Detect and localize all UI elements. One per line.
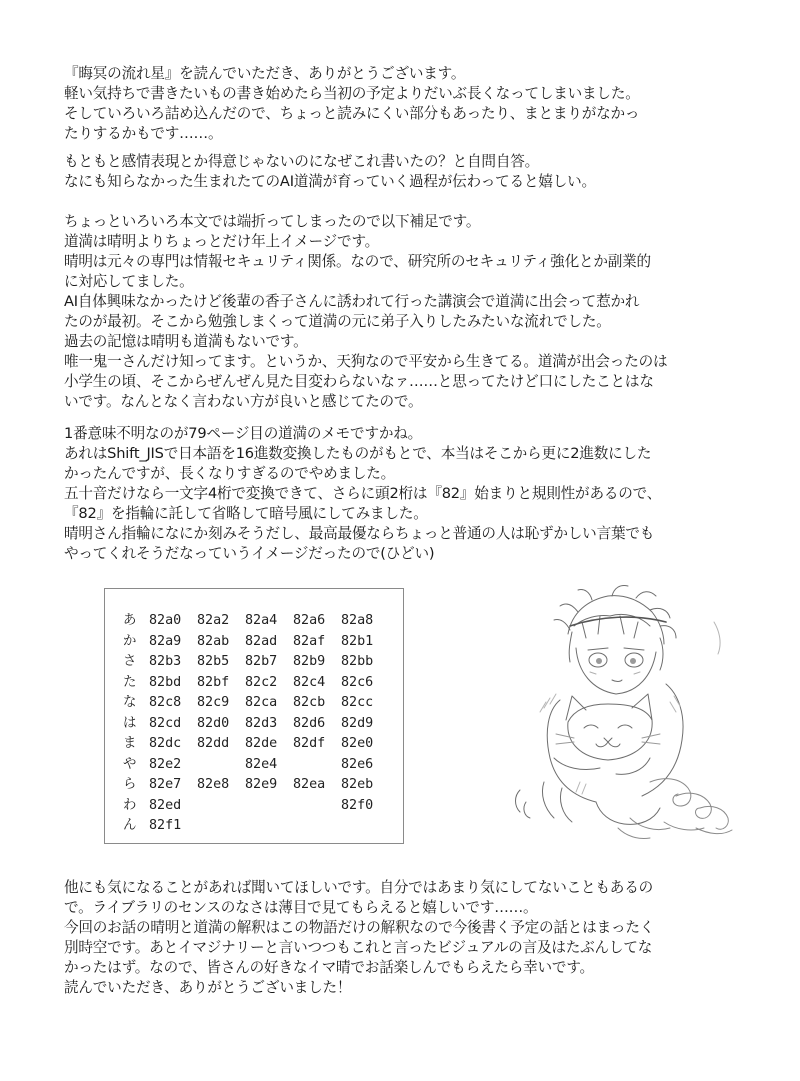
text-line: たりするかもです……。 xyxy=(64,125,223,142)
text-line: もともと感情表現とか得意じゃないのになぜこれ書いたの？と自問自答。 xyxy=(64,153,539,170)
hex-code-cell: 82c2 xyxy=(245,674,278,690)
text-line: たのが最初。そこから勉強しまくって道満の元に弟子入りしたみたいな流れでした。 xyxy=(64,313,611,330)
code-table-row xyxy=(123,652,389,673)
hex-code-cell: 82c8 xyxy=(149,695,182,710)
text-line: 道満は晴明よりちょっとだけ年上イメージです。 xyxy=(64,233,380,250)
kana-row-label: ら xyxy=(123,777,137,792)
text-line: 読んでいただき、ありがとうございました！ xyxy=(64,979,352,996)
hex-code-cell: 82eb xyxy=(341,777,374,792)
afterword-paragraph-memo-cipher xyxy=(64,424,754,564)
text-line: かったはず。なので、皆さんの好きなイマ晴でお話楽しんでもらえたら幸いです。 xyxy=(64,959,594,976)
hex-code-cell xyxy=(341,816,389,837)
hex-code-cell: 82ab xyxy=(197,633,230,649)
hex-code-cell: 82e6 xyxy=(341,756,374,772)
hex-code-cell: 82dc xyxy=(149,736,182,751)
text-line: なにも知らなかった生まれたてのAI道満が育っていく過程が伝わってると嬉しい。 xyxy=(64,173,596,190)
kana-row-label: た xyxy=(123,674,137,690)
kana-row-label: や xyxy=(123,756,137,772)
afterword-paragraph-supplement xyxy=(64,212,754,412)
hex-code-cell: 82df xyxy=(293,736,326,751)
kana-row-label: は xyxy=(123,715,137,731)
kana-row-label: あ xyxy=(123,613,137,628)
hex-code-cell: 82e2 xyxy=(149,756,182,772)
text-line: 晴明さん指輪になにか刻みそうだし、最高最優ならちょっと普通の人は恥ずかしい言葉でも xyxy=(64,525,655,542)
hex-code-cell: 82af xyxy=(293,633,326,649)
hex-code-cell: 82f1 xyxy=(149,818,182,833)
hex-code-cell xyxy=(293,796,341,817)
hex-code-cell: 82ad xyxy=(245,633,278,649)
hex-code-cell: 82e9 xyxy=(245,777,278,792)
swirl-sketch xyxy=(618,779,732,839)
hex-code-cell: 82bf xyxy=(197,674,230,690)
hex-code-cell: 82a2 xyxy=(197,613,230,628)
hex-code-cell: 82e0 xyxy=(341,736,374,751)
text-line: AI自体興味なかったけど後輩の香子さんに誘われて行った講演会で道満に出会って惹かれ xyxy=(64,293,640,310)
text-line: 小学生の頃、そこからぜんぜん見た目変わらないなァ……と思ってたけど口にしたことはな xyxy=(64,373,654,390)
hex-code-cell: 82bb xyxy=(341,654,374,669)
hex-code-cell: 82c6 xyxy=(341,674,374,690)
hex-code-cell: 82a6 xyxy=(293,613,326,628)
hex-code-cell: 82d9 xyxy=(341,715,374,731)
text-line: 過去の記憶は晴明も道満もないです。 xyxy=(64,333,308,350)
afterword-paragraph-closing xyxy=(64,878,754,998)
hex-code-cell: 82bd xyxy=(149,674,182,690)
text-line: いです。なんとなく言わない方が良いと感じてたので。 xyxy=(64,393,423,410)
hair-sketch xyxy=(554,585,676,670)
pencil-sketch-illustration xyxy=(500,582,740,844)
hex-code-cell: 82b3 xyxy=(149,654,182,669)
hex-code-cell: 82ea xyxy=(293,777,326,792)
hex-code-cell: 82b7 xyxy=(245,654,278,669)
hex-code-cell xyxy=(245,816,293,837)
hex-code-cell: 82e7 xyxy=(149,777,182,792)
code-table-row xyxy=(123,673,389,694)
hex-code-cell: 82b5 xyxy=(197,654,230,669)
code-table-row xyxy=(123,611,389,632)
text-line: あれはShift_JISで日本語を16進数変換したものがもとで、本当はそこから更に2進数にした xyxy=(64,445,652,462)
hex-code-cell: 82e4 xyxy=(245,756,278,772)
text-line: ちょっといろいろ本文では端折ってしまったので以下補足です。 xyxy=(64,213,481,230)
code-table-row xyxy=(123,775,389,796)
face-sketch xyxy=(576,648,656,694)
shift-jis-code-table xyxy=(123,611,389,837)
hex-code-cell: 82a9 xyxy=(149,633,182,649)
hex-code-cell: 82ed xyxy=(149,797,182,813)
hex-code-cell: 82d6 xyxy=(293,715,326,731)
text-line: で。ライブラリのセンスのなさは薄目で見てもらえると嬉しいです……。 xyxy=(64,899,538,916)
hex-code-cell: 82dd xyxy=(197,736,230,751)
hex-code-cell: 82de xyxy=(245,736,278,751)
code-table-row xyxy=(123,796,389,817)
hex-code-cell: 82f0 xyxy=(341,797,374,813)
hex-code-cell xyxy=(293,816,341,837)
text-line: 唯一鬼一さんだけ知ってます。というか、天狗なので平安から生きてる。道満が出会ったのは xyxy=(64,353,668,370)
afterword-paragraph-motivation xyxy=(64,152,754,192)
text-line: やってくれそうだなっていうイメージだったので(ひどい) xyxy=(64,545,435,562)
text-line: 1番意味不明なのが79ページ目の道満のメモですかね。 xyxy=(64,425,423,442)
hex-code-cell: 82c4 xyxy=(293,674,326,690)
text-line: 『晦冥の流れ星』を読んでいただき、ありがとうございます。 xyxy=(64,65,466,82)
hex-code-cell: 82c9 xyxy=(197,695,230,710)
kana-row-label: ま xyxy=(123,736,137,751)
code-table-row xyxy=(123,816,389,837)
text-line: 『82』を指輪に託して省略して暗号風にしてみました。 xyxy=(64,505,428,522)
hatching-sketch xyxy=(540,622,720,794)
hex-code-cell: 82a4 xyxy=(245,613,278,628)
afterword-paragraph-thanks xyxy=(64,64,754,144)
text-line: 別時空です。あとイマジナリーと言いつつもこれと言ったビジュアルの言及はたぶんしてな xyxy=(64,939,653,956)
hex-code-cell: 82d3 xyxy=(245,715,278,731)
hex-code-cell: 82cd xyxy=(149,715,182,731)
kana-row-label: ん xyxy=(123,818,137,833)
code-table-row xyxy=(123,714,389,735)
shift-jis-code-table-box xyxy=(104,588,404,844)
kana-row-label: わ xyxy=(123,797,137,813)
text-line: かったんですが、長くなりすぎるのでやめました。 xyxy=(64,465,396,482)
kana-row-label: さ xyxy=(123,654,137,669)
hex-code-cell xyxy=(197,796,245,817)
kana-row-label: な xyxy=(123,695,137,710)
hex-code-cell: 82b9 xyxy=(293,654,326,669)
hex-code-cell: 82cc xyxy=(341,695,374,710)
hex-code-cell: 82a0 xyxy=(149,613,182,628)
hex-code-cell xyxy=(245,796,293,817)
text-line: に対応してました。 xyxy=(64,273,194,290)
hex-code-cell: 82cb xyxy=(293,695,326,710)
hex-code-cell: 82d0 xyxy=(197,715,230,731)
text-line: 他にも気になることがあれば聞いてほしいです。自分ではあまり気にしてないこともあるの xyxy=(64,879,653,896)
hex-code-cell: 82ca xyxy=(245,695,278,710)
kana-row-label: か xyxy=(123,633,137,649)
hex-code-cell xyxy=(293,755,341,776)
code-table-row xyxy=(123,632,389,653)
text-line: 今回のお話の晴明と道満の解釈はこの物語だけの解釈なので今後書く予定の話とはまったく xyxy=(64,919,655,936)
text-line: 軽い気持ちで書きたいもの書き始めたら当初の予定よりだいぶ長くなってしまいました。 xyxy=(64,85,640,102)
text-line: 晴明は元々の専門は情報セキュリティ関係。なので、研究所のセキュリティ強化とか副業的 xyxy=(64,253,651,270)
hex-code-cell: 82e8 xyxy=(197,777,230,792)
body-sketch xyxy=(516,684,684,824)
hex-code-cell: 82b1 xyxy=(341,633,374,649)
hex-code-cell xyxy=(197,755,245,776)
text-line: 五十音だけなら一文字4桁で変換できて、さらに頭2桁は『82』始まりと規則性があるので、 xyxy=(64,485,662,502)
hex-code-cell: 82a8 xyxy=(341,613,374,628)
hex-code-cell xyxy=(197,816,245,837)
code-table-row xyxy=(123,734,389,755)
code-table-row xyxy=(123,755,389,776)
code-table-row xyxy=(123,693,389,714)
text-line: そしていろいろ詰め込んだので、ちょっと読みにくい部分もあったり、まとまりがなかっ xyxy=(64,105,640,122)
cat-sketch xyxy=(556,694,660,760)
